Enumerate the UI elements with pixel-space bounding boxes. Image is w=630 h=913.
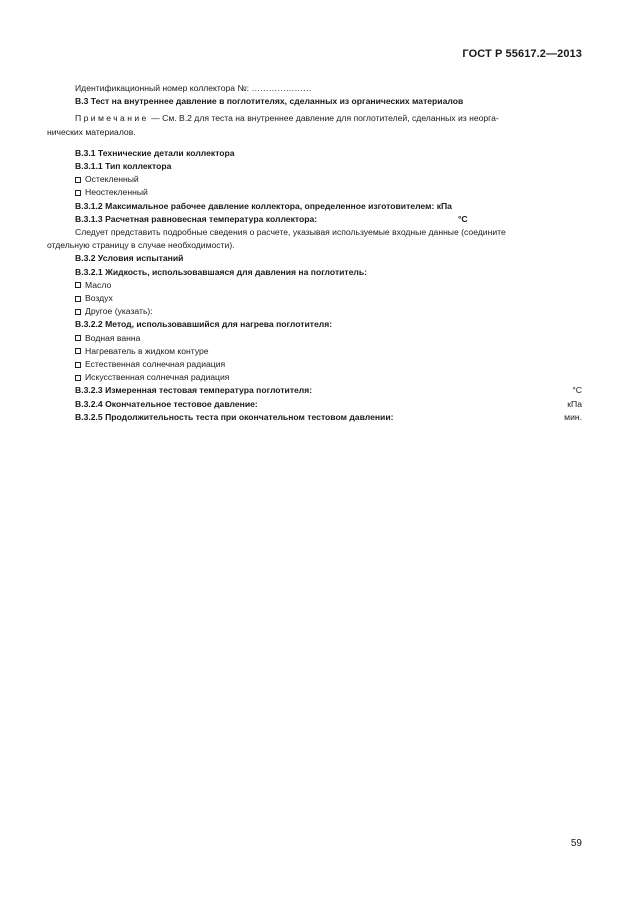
- calculation-note: Следует представить подробные сведения о расчете, указывая используемые входные данные (соедините отдельную страницу в случае необходимости).: [47, 227, 506, 251]
- heating-method-option[interactable]: Водная ванна: [75, 332, 582, 345]
- section-b313-label: B.3.1.3 Расчетная равновесная температура коллектора:: [75, 213, 318, 224]
- section-b324-label: B.3.2.4 Окончательное тестовое давление:: [75, 398, 258, 409]
- section-b32-heading: B.3.2 Условия испытаний: [75, 253, 184, 264]
- fluid-option[interactable]: Воздух: [75, 292, 582, 305]
- checkbox-icon: [75, 348, 81, 354]
- standard-code-header: ГОСТ Р 55617.2—2013: [462, 48, 582, 60]
- note-block: [47, 112, 582, 138]
- checkbox-icon: [75, 190, 81, 196]
- section-b321-heading: B.3.2.1 Жидкость, использовавшаяся для давления на поглотитель:: [75, 266, 368, 277]
- page-content: [47, 82, 582, 424]
- b323-unit: °С: [572, 385, 582, 396]
- b313-unit: °С: [458, 213, 468, 224]
- note-text-2: нических материалов.: [47, 126, 136, 137]
- section-b325-row: [75, 411, 582, 424]
- page-number: 59: [570, 838, 582, 849]
- heating-method-option[interactable]: Нагреватель в жидком контуре: [75, 345, 582, 358]
- collector-id-line: Идентификационный номер коллектора №: …………………: [75, 83, 312, 93]
- section-b312-heading: B.3.1.2 Максимальное рабочее давление коллектора, определенное изготовителем: кПа: [75, 200, 452, 211]
- section-b313-row: [75, 213, 582, 226]
- checkbox-icon: [75, 296, 81, 302]
- fluid-option[interactable]: Другое (указать):: [75, 305, 582, 318]
- section-b323-label: B.3.2.3 Измеренная тестовая температура поглотителя:: [75, 385, 313, 396]
- checkbox-icon: [75, 362, 81, 368]
- collector-type-option[interactable]: Неостекленный: [75, 186, 582, 199]
- note-text-1: — См. В.2 для теста на внутреннее давление для поглотителей, сделанных из неорга-: [151, 113, 499, 124]
- checkbox-icon: [75, 335, 81, 341]
- checkbox-icon: [75, 375, 81, 381]
- fluid-option[interactable]: Масло: [75, 279, 582, 292]
- b324-unit: кПа: [567, 398, 582, 409]
- section-b31-heading: B.3.1 Технические детали коллектора: [75, 147, 235, 158]
- section-b311-heading: B.3.1.1 Тип коллектора: [75, 161, 172, 172]
- checkbox-icon: [75, 177, 81, 183]
- section-b3-heading: B.3 Тест на внутреннее давление в поглотителях, сделанных из органических материалов: [75, 96, 464, 107]
- section-b325-label: B.3.2.5 Продолжительность теста при окончательном тестовом давлении:: [75, 411, 394, 422]
- section-b322-heading: B.3.2.2 Метод, использовавшийся для нагрева поглотителя:: [75, 319, 333, 330]
- section-b324-row: [75, 398, 582, 411]
- heating-method-option[interactable]: Искусственная солнечная радиация: [75, 371, 582, 384]
- collector-type-option[interactable]: Остекленный: [75, 173, 582, 186]
- note-label: Примечание: [75, 113, 149, 124]
- checkbox-icon: [75, 309, 81, 315]
- heating-method-option[interactable]: Естественная солнечная радиация: [75, 358, 582, 371]
- b325-unit: мин.: [564, 411, 582, 422]
- checkbox-icon: [75, 282, 81, 288]
- section-b323-row: [75, 384, 582, 397]
